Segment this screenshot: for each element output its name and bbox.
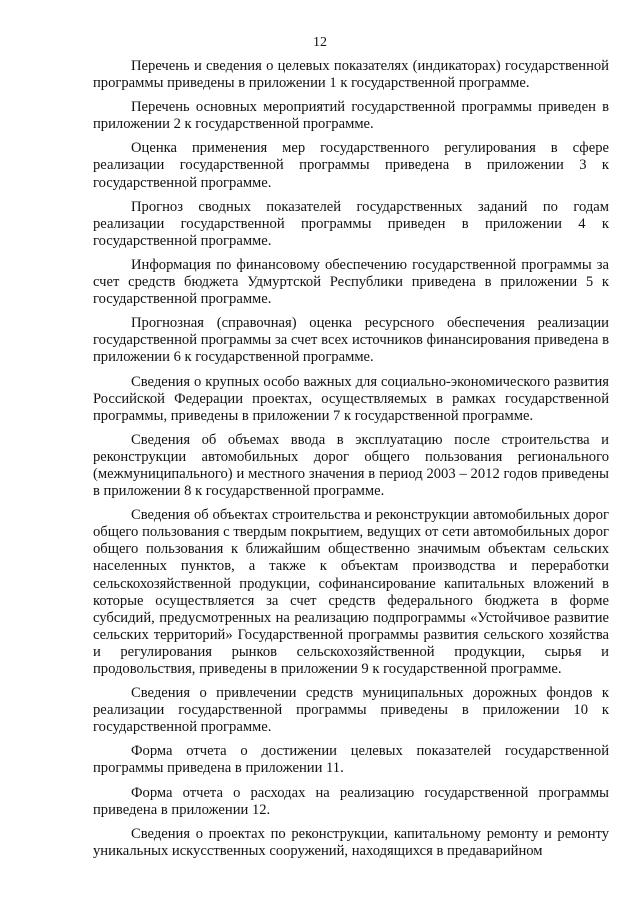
paragraph: Сведения о привлечении средств муниципальных дорожных фондов к реализации государственной программы приведены в приложении 10 к государственной программе.	[93, 685, 609, 736]
paragraph: Прогнозная (справочная) оценка ресурсного обеспечения реализации государственной программы за счет всех источников финансирования приведена в приложении 6 к государственной программе.	[93, 315, 609, 366]
paragraph: Форма отчета о достижении целевых показателей государственной программы приведена в приложении 11.	[93, 743, 609, 777]
paragraph: Форма отчета о расходах на реализацию государственной программы приведена в приложении 12.	[93, 784, 609, 818]
paragraph: Прогноз сводных показателей государственных заданий по годам реализации государственной программы приведен в приложении 4 к государственной программе.	[93, 198, 609, 249]
paragraph: Информация по финансовому обеспечению государственной программы за счет средств бюджета Удмуртской Республики приведена в приложении 5 к государственной программе.	[93, 256, 609, 308]
paragraph: Перечень и сведения о целевых показателях (индикаторах) государственной программы приведены в приложении 1 к государственной программе.	[93, 58, 609, 92]
document-body	[93, 58, 609, 860]
paragraph: Перечень основных мероприятий государственной программы приведен в приложении 2 к государственной программе.	[93, 99, 609, 133]
page-number: 12	[313, 35, 327, 50]
paragraph: Сведения об объемах ввода в эксплуатацию после строительства и реконструкции автомобильных дорог общего пользования регионального (межмуниципального) и местного значения в период 2003 – 2012 годов приведены в приложении 8 к государственной программе.	[93, 431, 609, 500]
paragraph: Сведения об объектах строительства и реконструкции автомобильных дорог общего пользования с твердым покрытием, ведущих от сети автомобильных дорог общего пользования к ближайшим общественно значимым объектам сельских населенных пунктов, а также к объектам производства и переработки сельскохозяйственной продукции, софинансирование капитальных вложений в которые осуществляется за счет средств федерального бюджета в форме субсидий, предусмотренных на реализацию подпрограммы «Устойчивое развитие сельских территорий» Государственной программы развития сельского хозяйства и регулирования рынков сельскохозяйственной продукции, сырья и продовольствия, приведены в приложении 9 к государственной программе.	[93, 507, 609, 677]
paragraph: Сведения о крупных особо важных для социально-экономического развития Российской Федерации проектах, осуществляемых в рамках государственной программы, приведены в приложении 7 к государственной программе.	[93, 373, 609, 424]
paragraph: Сведения о проектах по реконструкции, капитальному ремонту и ремонту уникальных искусственных сооружений, находящихся в предаварийном	[93, 825, 609, 859]
paragraph: Оценка применения мер государственного регулирования в сфере реализации государственной программы приведена в приложении 3 к государственной программе.	[93, 140, 609, 191]
